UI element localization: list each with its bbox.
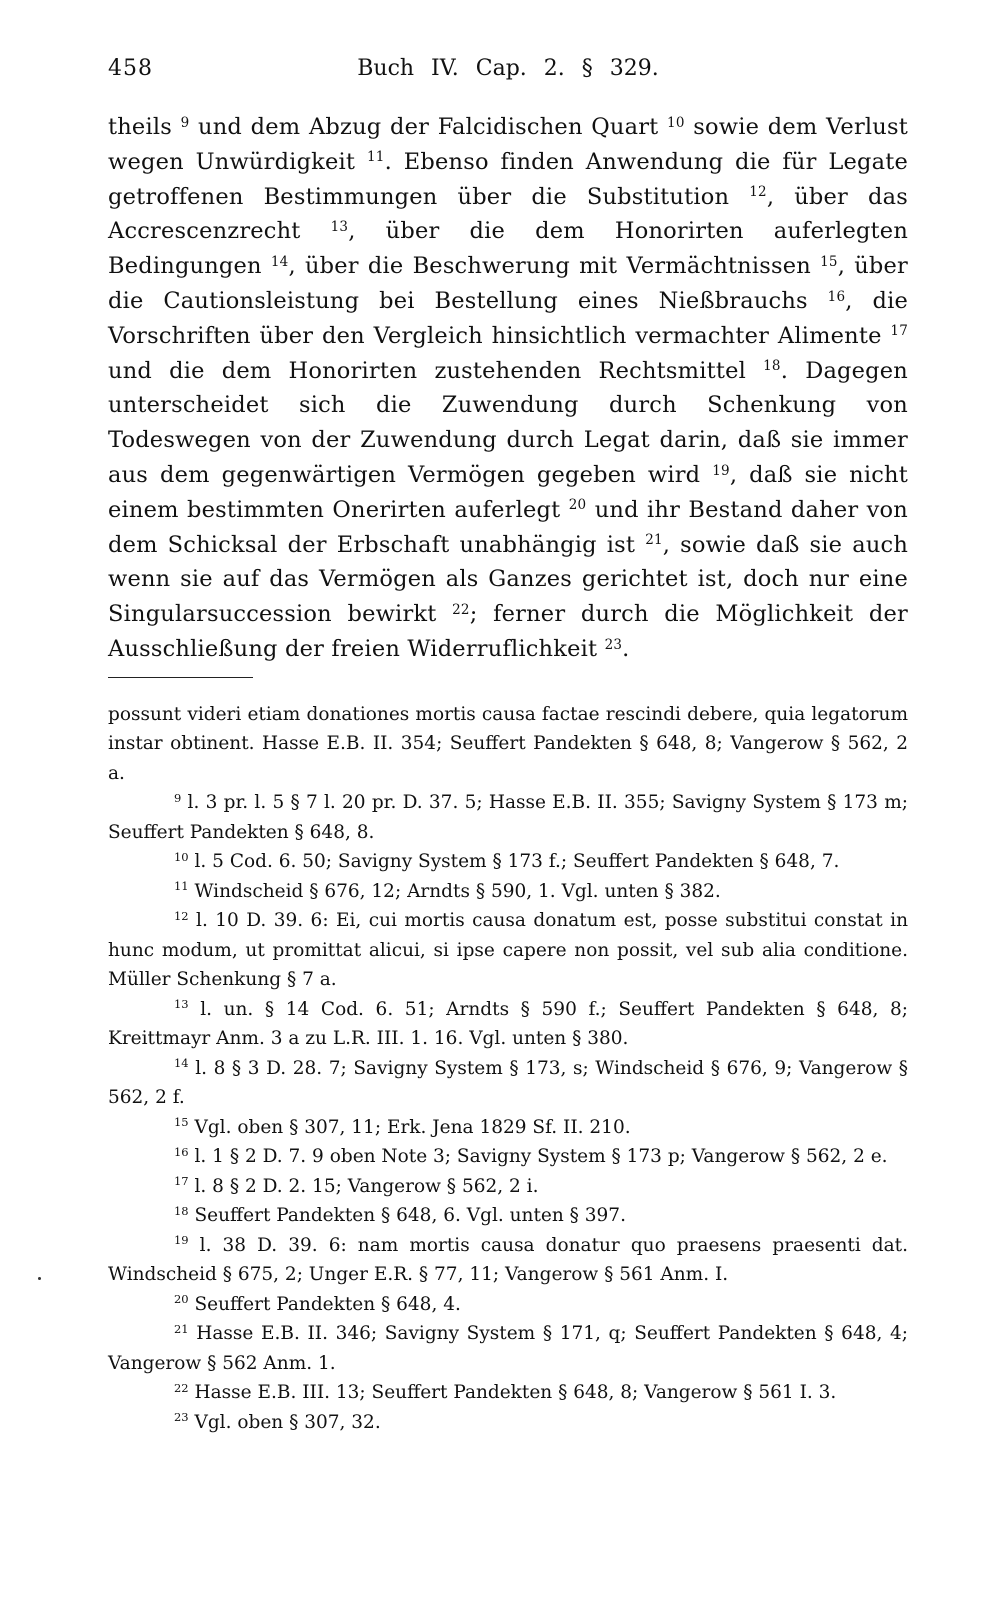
footnote-number: 9 <box>174 790 182 805</box>
footnote-text: l. 1 § 2 D. 7. 9 oben Note 3; Savigny System § 173 p; Vangerow § 562, 2 e. <box>194 1146 888 1168</box>
footnote-text: possunt videri etiam donationes mortis causa factae rescindi debere, quia legatorum instar obtinent. Hasse E.B. II. 354; Seuffert Pandekten § 648, 8; Vangerow § 562, 2 a. <box>108 703 908 784</box>
footnote-number: 13 <box>174 997 189 1012</box>
footnote-text: l. un. § 14 Cod. 6. 51; Arndts § 590 f.; Seuffert Pandekten § 648, 8; Kreittmayr Anm. 3 a zu L.R. III. 1. 16. Vgl. unten § 380. <box>108 998 908 1050</box>
footnote-14 <box>108 1054 908 1113</box>
footnote-number: 20 <box>174 1292 189 1307</box>
footnote-number: 10 <box>174 849 189 864</box>
footnote-9 <box>108 788 908 847</box>
footnote-23 <box>108 1408 908 1438</box>
body-text-run: , die Vorschriften über den Vergleich hinsichtlich vermachter Alimente <box>108 287 908 349</box>
footnote-number: 22 <box>174 1380 189 1395</box>
footnote-ref-11: 11 <box>367 149 385 166</box>
footnote-18 <box>108 1201 908 1231</box>
footnote-text: Hasse E.B. III. 13; Seuffert Pandekten § 648, 8; Vangerow § 561 I. 3. <box>194 1382 837 1404</box>
body-text-run: ; ferner durch die Möglichkeit der Ausschließung der freien Widerruflichkeit <box>108 601 908 662</box>
footnote-number: 17 <box>174 1174 189 1189</box>
body-text-run: sowie dem Verlust wegen Unwürdigkeit <box>108 114 908 175</box>
footnote-text: Vgl. oben § 307, 11; Erk. Jena 1829 Sf. II. 210. <box>194 1116 631 1138</box>
footnote-text: l. 38 D. 39. 6: nam mortis causa donatur quo praesens praesenti dat. Windscheid § 675, 2; Unger E.R. § 77, 11; Vangerow § 561 Anm. I. <box>108 1234 908 1286</box>
footnote-continuation <box>108 700 908 789</box>
body-text-run: theils <box>108 114 181 140</box>
footnote-text: l. 8 § 3 D. 28. 7; Savigny System § 173, s; Windscheid § 676, 9; Vangerow § 562, 2 f. <box>108 1057 908 1109</box>
footnote-ref-15: 15 <box>820 253 838 270</box>
footnote-number: 18 <box>174 1203 189 1218</box>
footnote-separator <box>108 677 253 678</box>
footnote-number: 23 <box>174 1410 189 1425</box>
page-number: 458 <box>108 56 153 81</box>
footnote-20 <box>108 1290 908 1320</box>
footnote-ref-14: 14 <box>270 253 289 270</box>
body-text-run: . <box>622 635 630 662</box>
footnote-text: l. 3 pr. l. 5 § 7 l. 20 pr. D. 37. 5; Hasse E.B. II. 355; Savigny System § 173 m; Seuffert Pandekten § 648, 8. <box>108 792 908 843</box>
footnote-17 <box>108 1172 908 1202</box>
page-header <box>108 56 908 92</box>
body-text-run: , daß sie nicht einem bestimmten Onerirten auferlegt <box>108 461 908 523</box>
footnote-ref-9: 9 <box>180 114 190 131</box>
footnote-ref-22: 22 <box>452 601 470 618</box>
footnote-ref-20: 20 <box>568 497 587 514</box>
footnote-text: Windscheid § 676, 12; Arndts § 590, 1. Vgl. unten § 382. <box>194 880 721 902</box>
footnote-11 <box>108 877 908 907</box>
body-text-run: , über die Cautionsleistung bei Bestellung eines Nießbrauchs <box>108 253 908 314</box>
body-text-run: , sowie daß sie auch wenn sie auf das Vermögen als Ganzes gerichtet ist, doch nur eine Singularsuccession bewirkt <box>108 531 909 628</box>
footnote-13 <box>108 995 908 1054</box>
footnote-text: l. 10 D. 39. 6: Ei, cui mortis causa donatum est, posse substitui constat in hunc modum, ut promittat alicui, si ipse capere non possit, vel sub alia conditione. Müller Schenkung § 7 a. <box>108 910 908 991</box>
body-paragraph <box>108 110 908 667</box>
footnote-15 <box>108 1113 908 1143</box>
footnotes <box>108 700 908 1438</box>
footnote-12 <box>108 906 908 995</box>
footnote-ref-16: 16 <box>827 288 846 305</box>
body-text-run: , über das Accrescenzrecht <box>108 183 908 245</box>
footnote-16 <box>108 1142 908 1172</box>
footnote-ref-23: 23 <box>604 636 623 653</box>
footnote-number: 21 <box>174 1321 189 1336</box>
body-text-run: . Ebenso finden Anwendung die für Legate getroffenen Bestimmungen über die Substitution <box>108 148 908 210</box>
page <box>108 56 908 1437</box>
footnote-text: Seuffert Pandekten § 648, 6. Vgl. unten § 397. <box>194 1205 626 1227</box>
footnote-number: 19 <box>174 1233 189 1248</box>
footnote-text: Seuffert Pandekten § 648, 4. <box>194 1293 461 1315</box>
footnote-number: 16 <box>174 1144 189 1159</box>
footnote-22 <box>108 1378 908 1408</box>
footnote-text: Hasse E.B. II. 346; Savigny System § 171, q; Seuffert Pandekten § 648, 4; Vangerow § 562 Anm. 1. <box>108 1323 908 1374</box>
footnote-10 <box>108 847 908 877</box>
footnote-ref-10: 10 <box>667 114 685 131</box>
footnote-number: 14 <box>174 1056 189 1071</box>
scan-speck <box>38 1277 41 1280</box>
body-text-run: , über die dem Honorirten auferlegten Bedingungen <box>108 218 909 280</box>
footnote-ref-21: 21 <box>645 532 663 549</box>
body-text-run: und die dem Honorirten zustehenden Rechtsmittel <box>108 357 764 384</box>
footnote-text: l. 5 Cod. 6. 50; Savigny System § 173 f.; Seuffert Pandekten § 648, 7. <box>194 851 840 873</box>
footnote-number: 15 <box>174 1115 189 1130</box>
footnote-ref-17: 17 <box>890 323 908 340</box>
body-text-run: und ihr Bestand daher von dem Schicksal der Erbschaft unabhängig ist <box>108 496 908 558</box>
footnote-ref-19: 19 <box>712 462 730 479</box>
footnote-number: 11 <box>174 879 189 894</box>
body-text-run: , über die Beschwerung mit Vermächtnissen <box>288 253 821 280</box>
footnote-text: Vgl. oben § 307, 32. <box>194 1411 381 1433</box>
running-head: Buch IV. Cap. 2. § 329. <box>357 56 659 81</box>
footnote-21 <box>108 1319 908 1378</box>
body-text-run: . Dagegen unterscheidet sich die Zuwendung durch Schenkung von Todeswegen von der Zuwendung durch Legat darin, daß sie immer aus dem gegenwärtigen Vermögen gegeben wird <box>108 357 908 488</box>
body-text-run: und dem Abzug der Falcidischen Quart <box>189 114 668 140</box>
footnote-text: l. 8 § 2 D. 2. 15; Vangerow § 562, 2 i. <box>194 1175 539 1197</box>
footnote-ref-12: 12 <box>749 184 767 201</box>
footnote-ref-13: 13 <box>330 218 349 235</box>
footnote-19 <box>108 1231 908 1290</box>
footnote-number: 12 <box>174 908 189 923</box>
footnote-ref-18: 18 <box>763 358 781 375</box>
